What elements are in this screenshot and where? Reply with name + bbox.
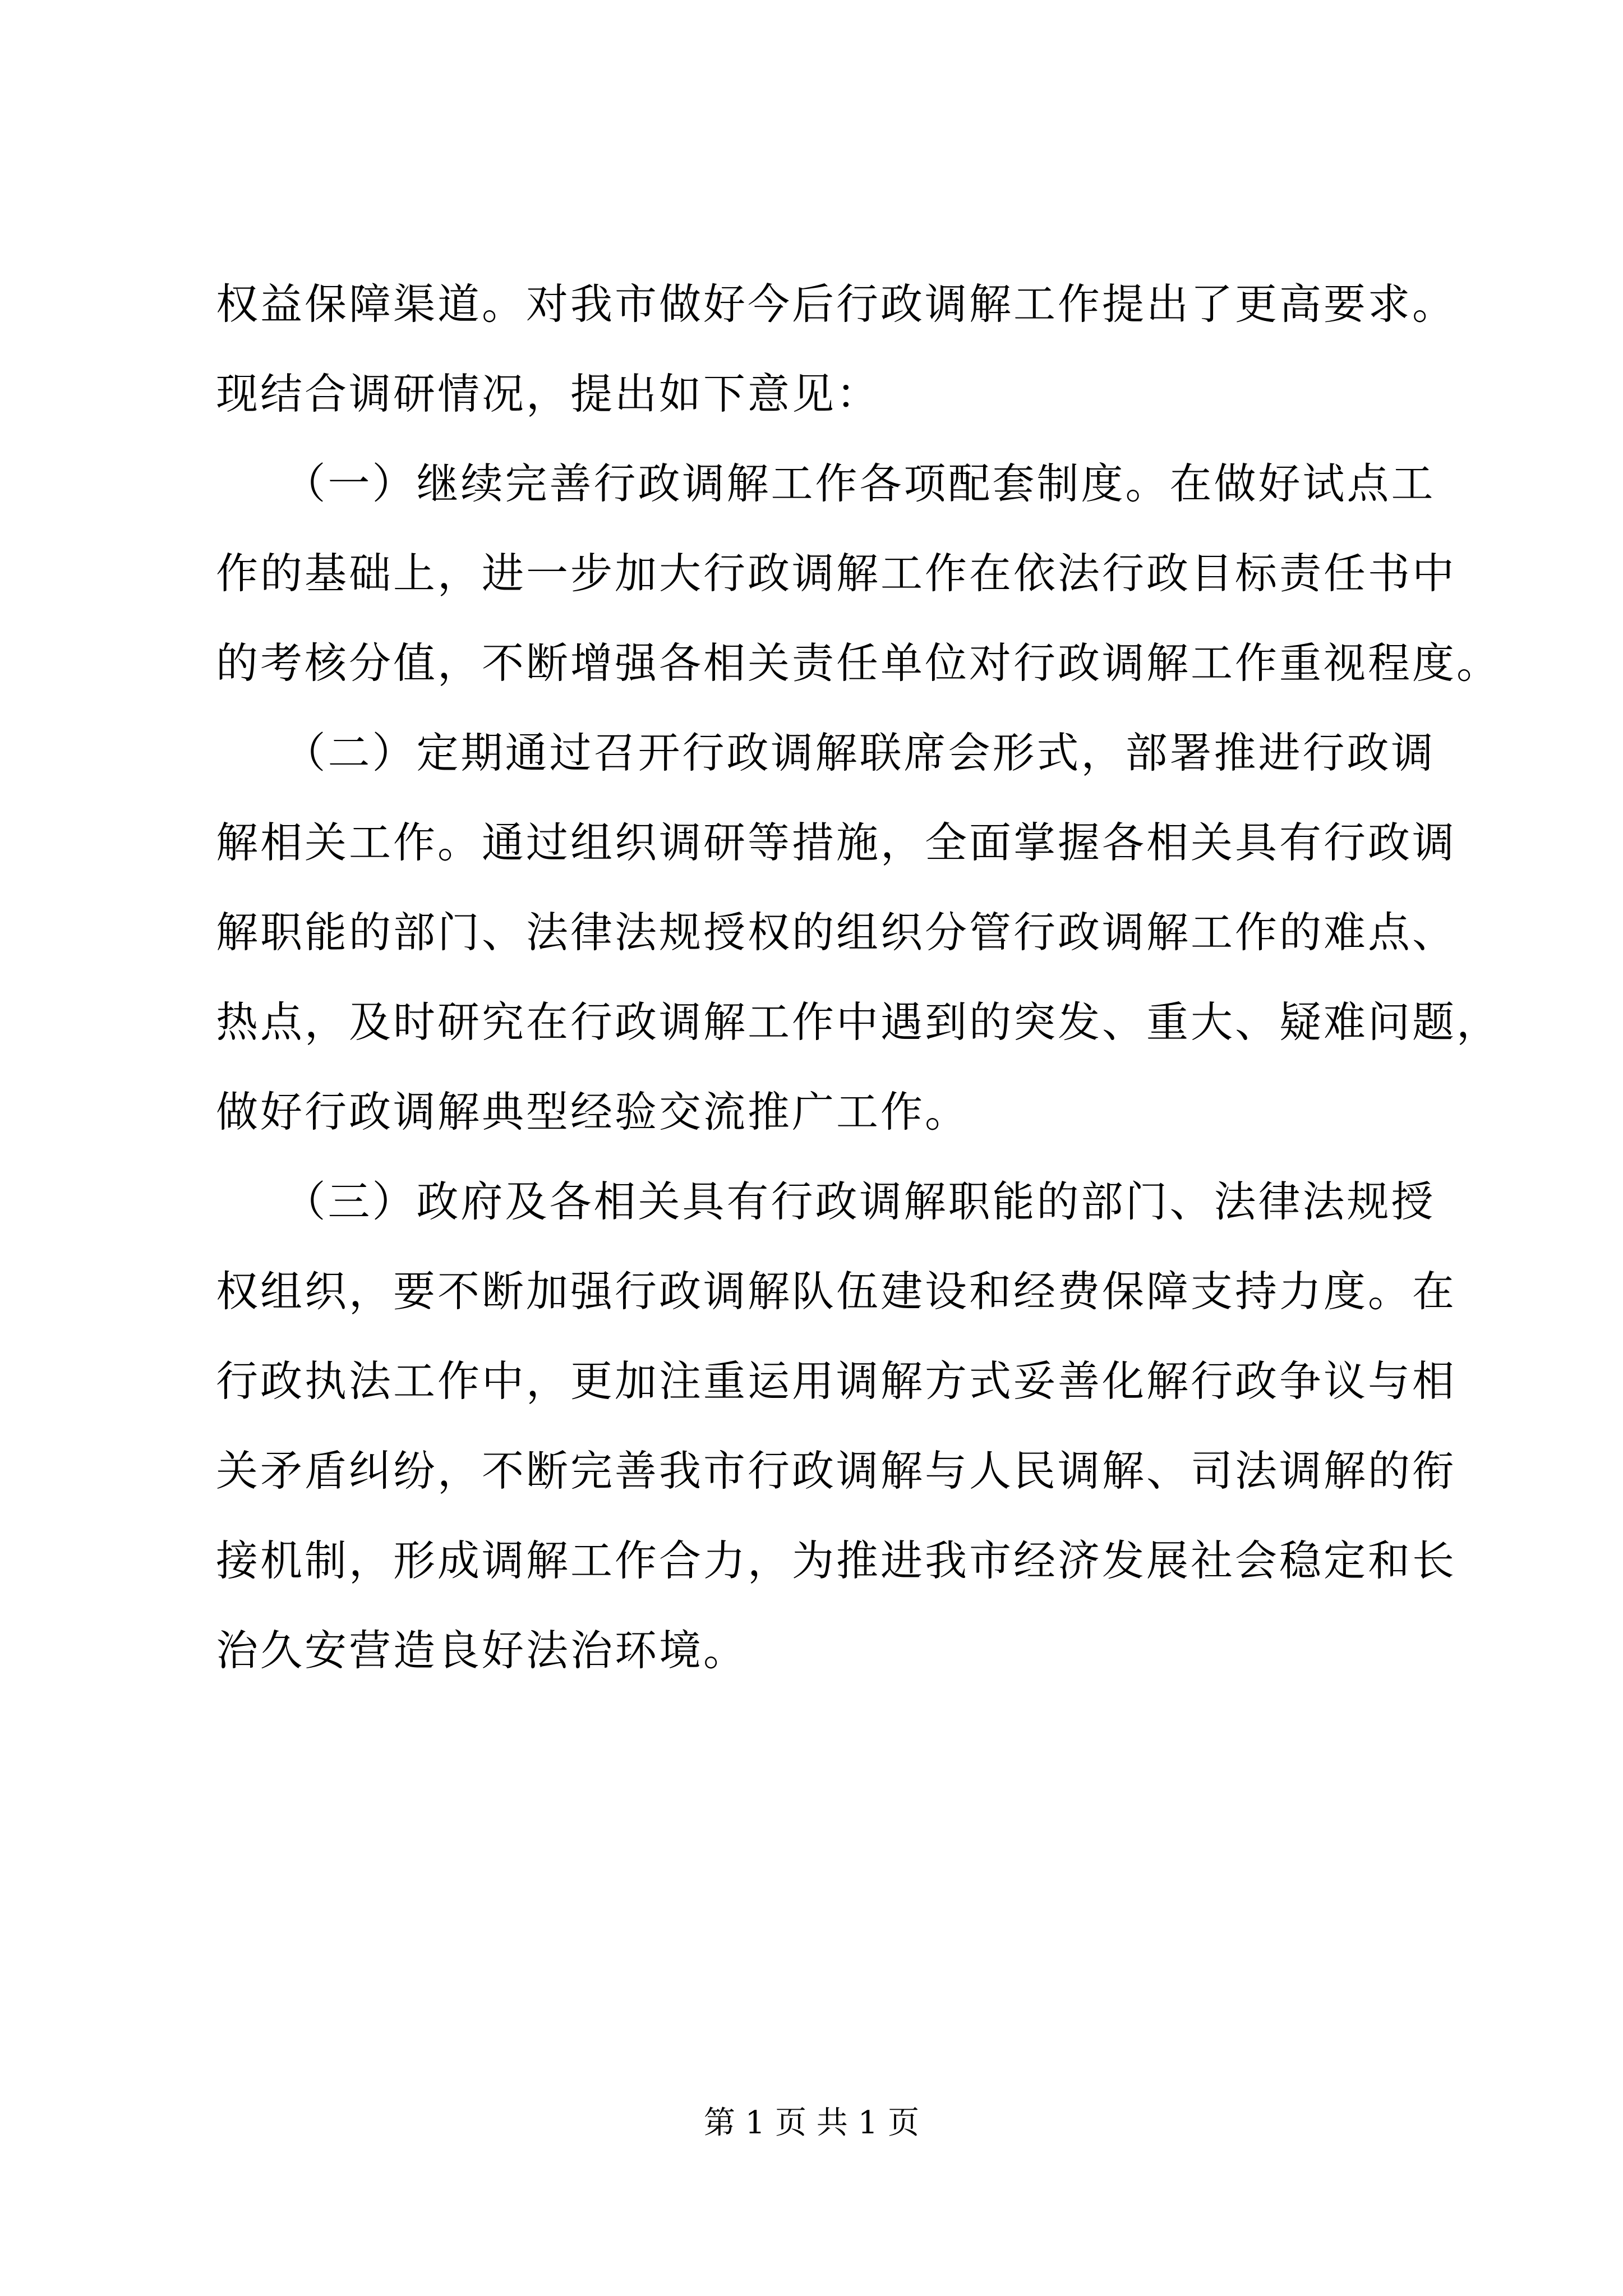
text-line: 解职能的部门、法律法规授权的组织分管行政调解工作的难点、: [216, 908, 1457, 957]
text-line: 权组织，要不断加强行政调解队伍建设和经费保障支持力度。在: [216, 1267, 1457, 1316]
text-line: 权益保障渠道。对我市做好今后行政调解工作提出了更高要求。: [216, 279, 1457, 329]
text-line: 关矛盾纠纷，不断完善我市行政调解与人民调解、司法调解的衔: [216, 1446, 1457, 1496]
text-line: 的考核分值，不断增强各相关责任单位对行政调解工作重视程度。: [216, 638, 1501, 688]
document-body: [216, 270, 1501, 1706]
text-line: 行政执法工作中，更加注重运用调解方式妥善化解行政争议与相: [216, 1356, 1457, 1406]
page-footer: [0, 2104, 1623, 2143]
text-line: 热点，及时研究在行政调解工作中遇到的突发、重大、疑难问题，: [216, 997, 1501, 1047]
text-line: （三）政府及各相关具有行政调解职能的部门、法律法规授: [216, 1177, 1436, 1226]
text-line: 接机制，形成调解工作合力，为推进我市经济发展社会稳定和长: [216, 1536, 1457, 1585]
text-line: 做好行政调解典型经验交流推广工作。: [216, 1087, 970, 1137]
text-line: 解相关工作。通过组织调研等措施，全面掌握各相关具有行政调: [216, 818, 1457, 867]
text-line: 现结合调研情况，提出如下意见：: [216, 369, 881, 418]
text-line: 作的基础上，进一步加大行政调解工作在依法行政目标责任书中: [216, 549, 1457, 598]
text-line: （二）定期通过召开行政调解联席会形式，部署推进行政调: [216, 728, 1436, 777]
text-line: 治久安营造良好法治环境。: [216, 1626, 748, 1675]
page-number-label: 第 1 页 共 1 页: [703, 2105, 920, 2141]
text-line: （一）继续完善行政调解工作各项配套制度。在做好试点工: [216, 459, 1436, 508]
